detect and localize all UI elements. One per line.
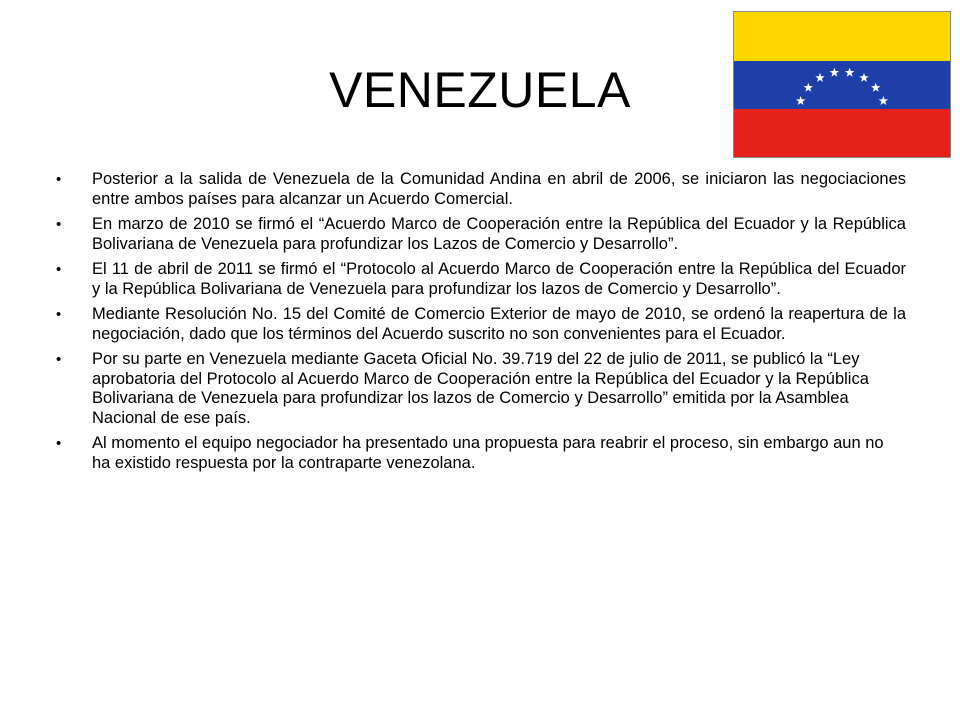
bullet-text: Por su parte en Venezuela mediante Gaceta Oficial No. 39.719 del 22 de julio de 2011, se publicó la “Ley aprobatoria del Protocolo al Acuerdo Marco de Cooperación entre la República del Ecuador y la República Bolivariana de Venezuela para profundizar los lazos de Comercio y Desarrollo” emitida por la Asamblea Nacional de ese país. [92,350,869,427]
bullet-marker: • [56,171,62,188]
bullet-item [56,215,906,254]
bullet-item [56,434,906,473]
bullet-marker: • [56,306,62,323]
bullet-item [56,260,906,299]
bullet-text: Posterior a la salida de Venezuela de la Comunidad Andina en abril de 2006, se iniciaron las negociaciones entre ambos países para alcanzar un Acuerdo Comercial. [92,170,906,208]
bullet-marker: • [56,435,62,452]
bullet-marker: • [56,261,62,278]
flag-graphic [734,12,950,157]
bullet-marker: • [56,351,62,368]
flag-stripe-yellow [734,12,950,61]
bullet-item [56,350,906,428]
bullet-marker: • [56,216,62,233]
bullet-text: Mediante Resolución No. 15 del Comité de Comercio Exterior de mayo de 2010, se ordenó la reapertura de la negociación, dado que los términos del Acuerdo suscrito no son convenientes para el Ecuador. [92,305,906,343]
bullet-text: En marzo de 2010 se firmó el “Acuerdo Marco de Cooperación entre la República del Ecuador y la República Bolivariana de Venezuela para profundizar los Lazos de Comercio y Desarrollo”. [92,215,906,253]
bullet-text: Al momento el equipo negociador ha presentado una propuesta para reabrir el proceso, sin embargo aun no ha existido respuesta por la contraparte venezolana. [92,434,884,472]
bullet-list [56,170,906,479]
venezuela-flag-icon [733,11,951,158]
bullet-item [56,305,906,344]
bullet-item [56,170,906,209]
slide-title: VENEZUELA [329,62,631,118]
flag-stripe-red [734,109,950,157]
bullet-text: El 11 de abril de 2011 se firmó el “Protocolo al Acuerdo Marco de Cooperación entre la República del Ecuador y la República Bolivariana de Venezuela para profundizar los lazos de Comercio y Desarrollo”. [92,260,906,298]
flag-stripe-blue [734,61,950,109]
